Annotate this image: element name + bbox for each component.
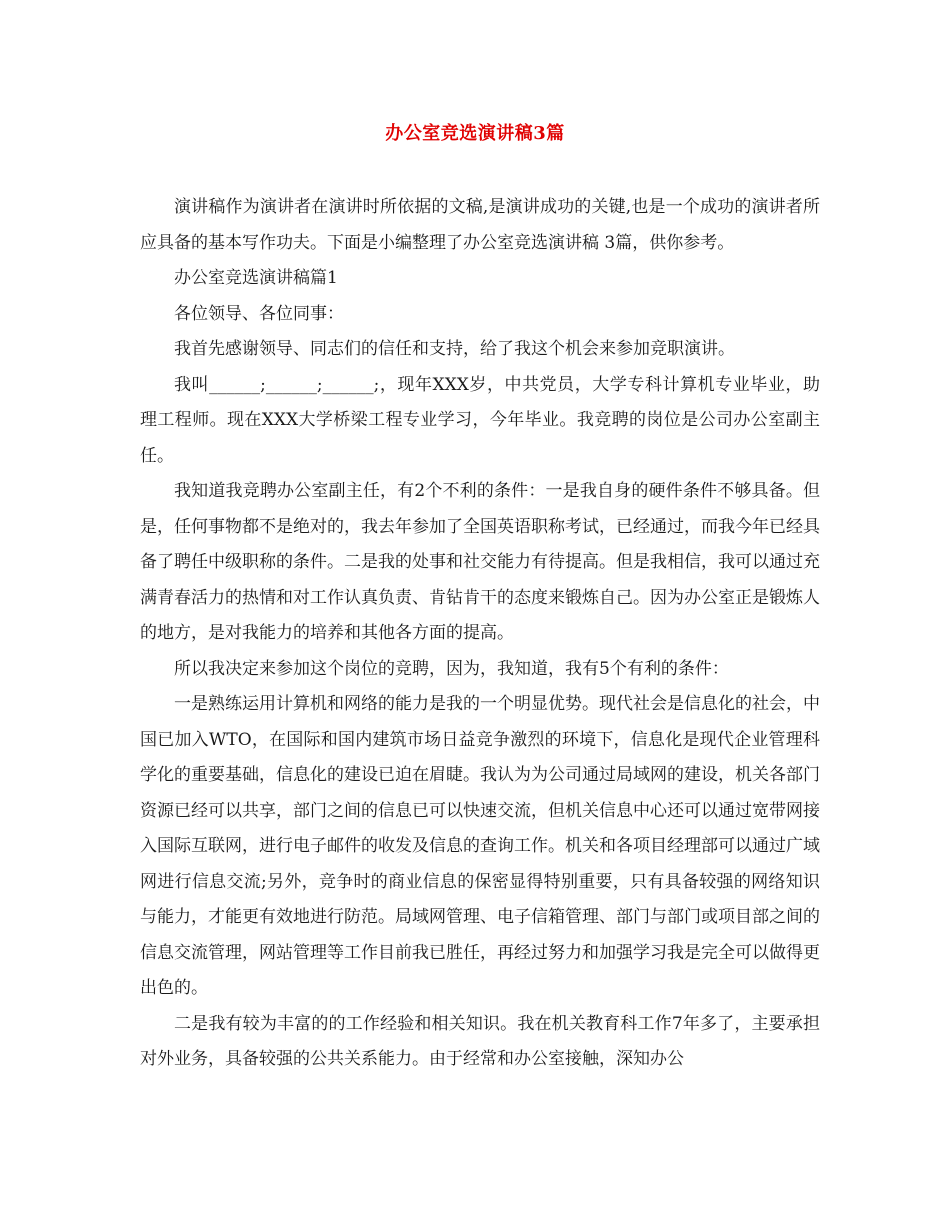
paragraph-advantage-two: 二是我有较为丰富的的工作经验和相关知识。我在机关教育科工作7年多了，主要承担对外业务，具备较强的公共关系能力。由于经常和办公室接触，深知办公: [140, 1013, 820, 1069]
paragraph-intro: 演讲稿作为演讲者在演讲时所依据的文稿,是演讲成功的关键,也是一个成功的演讲者所应具备的基本写作功夫。下面是小编整理了办公室竞选演讲稿 3篇，供你参考。: [140, 197, 820, 253]
paragraph-disadvantages: 我知道我竞聘办公室副主任，有2个不利的条件：一是我自身的硬件条件不够具备。但是，任何事物都不是绝对的，我去年参加了全国英语职称考试，已经通过，而我今年已经具备了聘任中级职称的条件。二是我的处事和社交能力有待提高。但是我相信，我可以通过充满青春活力的热情和对工作认真负责、肯钻肯干的态度来锻炼自己。因为办公室正是锻炼人的地方，是对我能力的培养和其他各方面的提高。: [140, 481, 820, 643]
document-title: 办公室竞选演讲稿3篇: [385, 123, 565, 144]
paragraph-advantage-one: 一是熟练运用计算机和网络的能力是我的一个明显优势。现代社会是信息化的社会，中国已加入WTO，在国际和国内建筑市场日益竞争激烈的环境下，信息化是现代企业管理科学化的重要基础，信息化的建设已迫在眉睫。我认为为公司通过局域网的建设，机关各部门资源已经可以共享，部门之间的信息已可以快速交流，但机关信息中心还可以通过宽带网接入国际互联网，进行电子邮件的收发及信息的查询工作。机关和各项目经理部可以通过广域网进行信息交流;另外，竞争时的商业信息的保密显得特别重要，只有具备较强的网络知识与能力，才能更有效地进行防范。局域网管理、电子信箱管理、部门与部门或项目部之间的信息交流管理，网站管理等工作目前我已胜任，再经过努力和加强学习我是完全可以做得更出色的。: [140, 694, 820, 998]
paragraph-salutation: 各位领导、各位同事：: [174, 303, 344, 324]
paragraph-decision: 所以我决定来参加这个岗位的竞聘，因为，我知道，我有5个有利的条件：: [174, 658, 729, 679]
document-body: [140, 190, 820, 1078]
paragraph-section-heading: 办公室竞选演讲稿篇1: [174, 268, 338, 288]
paragraph-self-intro: 我叫______;______;______;，现年XXX岁，中共党员，大学专科计算机专业毕业，助理工程师。现在XXX大学桥梁工程专业学习，今年毕业。我竞聘的岗位是公司办公室副主任。: [140, 374, 820, 466]
paragraph-thanks: 我首先感谢领导、同志们的信任和支持，给了我这个机会来参加竞职演讲。: [174, 339, 735, 359]
